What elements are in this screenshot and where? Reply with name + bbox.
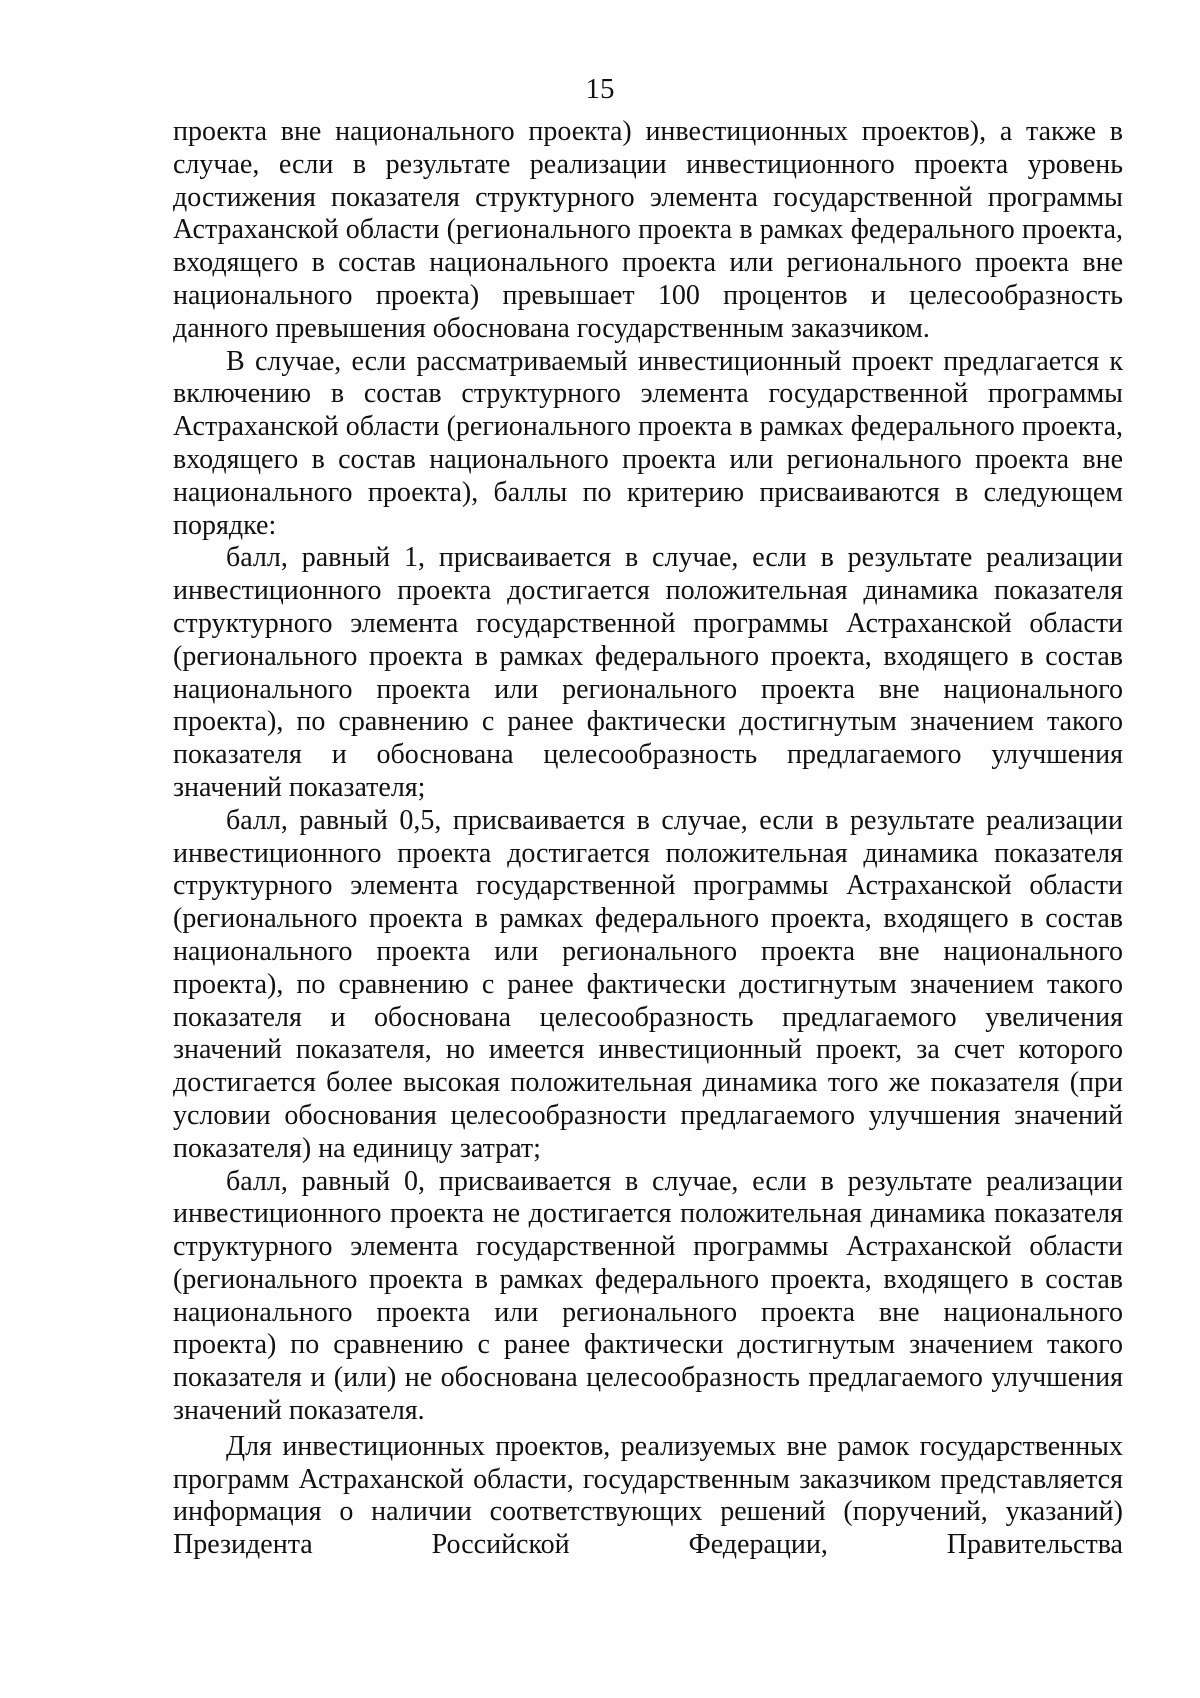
paragraph-score-0: балл, равный 0, присваивается в случае, если в результате реализации инвестиционного проекта не достигается положительная динамика показателя структурного элемента государственной программы Астраханской области (регионального проекта в рамках федерального проекта, входящего в состав национального проекта или регионального проекта вне национального проекта) по сравнению с ранее фактически достигнутым значением такого показателя и (или) не обоснована целесообразность предлагаемого улучшения значений показателя. (173, 1165, 1123, 1427)
paragraph-score-1: балл, равный 1, присваивается в случае, если в результате реализации инвестиционного проекта достигается положительная динамика показателя структурного элемента государственной программы Астраханской области (регионального проекта в рамках федерального проекта, входящего в состав национального проекта или регионального проекта вне национального проекта), по сравнению с ранее фактически достигнутым значением такого показателя и обоснована целесообразность предлагаемого улучшения значений показателя; (173, 542, 1123, 803)
paragraph-score-0-5: балл, равный 0,5, присваивается в случае, если в результате реализации инвестиционного проекта достигается положительная динамика показателя структурного элемента государственной программы Астраханской области (регионального проекта в рамках федерального проекта, входящего в состав национального проекта или регионального проекта вне национального проекта), по сравнению с ранее фактически достигнутым значением такого показателя и обоснована целесообразность предлагаемого увеличения значений показателя, но имеется инвестиционный проект, за счет которого достигается более высокая положительная динамика того же показателя (при условии обоснования целесообразности предлагаемого улучшения значений показателя) на единицу затрат; (173, 804, 1123, 1164)
paragraph-outside-programs: Для инвестиционных проектов, реализуемых вне рамок государственных программ Астраханской области, государственным заказчиком представляется информация о наличии соответствующих решений (поручений, указаний) Президента Российской Федерации, Правительства (173, 1430, 1123, 1561)
document-body (173, 116, 1123, 1562)
paragraph-continuation: проекта вне национального проекта) инвестиционных проектов), а также в случае, если в результате реализации инвестиционного проекта уровень достижения показателя структурного элемента государственной программы Астраханской области (регионального проекта в рамках федерального проекта, входящего в состав национального проекта или регионального проекта вне национального проекта) превышает 100 процентов и целесообразность данного превышения обоснована государственным заказчиком. (173, 116, 1123, 344)
page-number: 15 (585, 73, 615, 105)
paragraph-criteria-intro: В случае, если рассматриваемый инвестиционный проект предлагается к включению в состав структурного элемента государственной программы Астраханской области (регионального проекта в рамках федерального проекта, входящего в состав национального проекта или регионального проекта вне национального проекта), баллы по критерию присваиваются в следующем порядке: (173, 345, 1123, 541)
